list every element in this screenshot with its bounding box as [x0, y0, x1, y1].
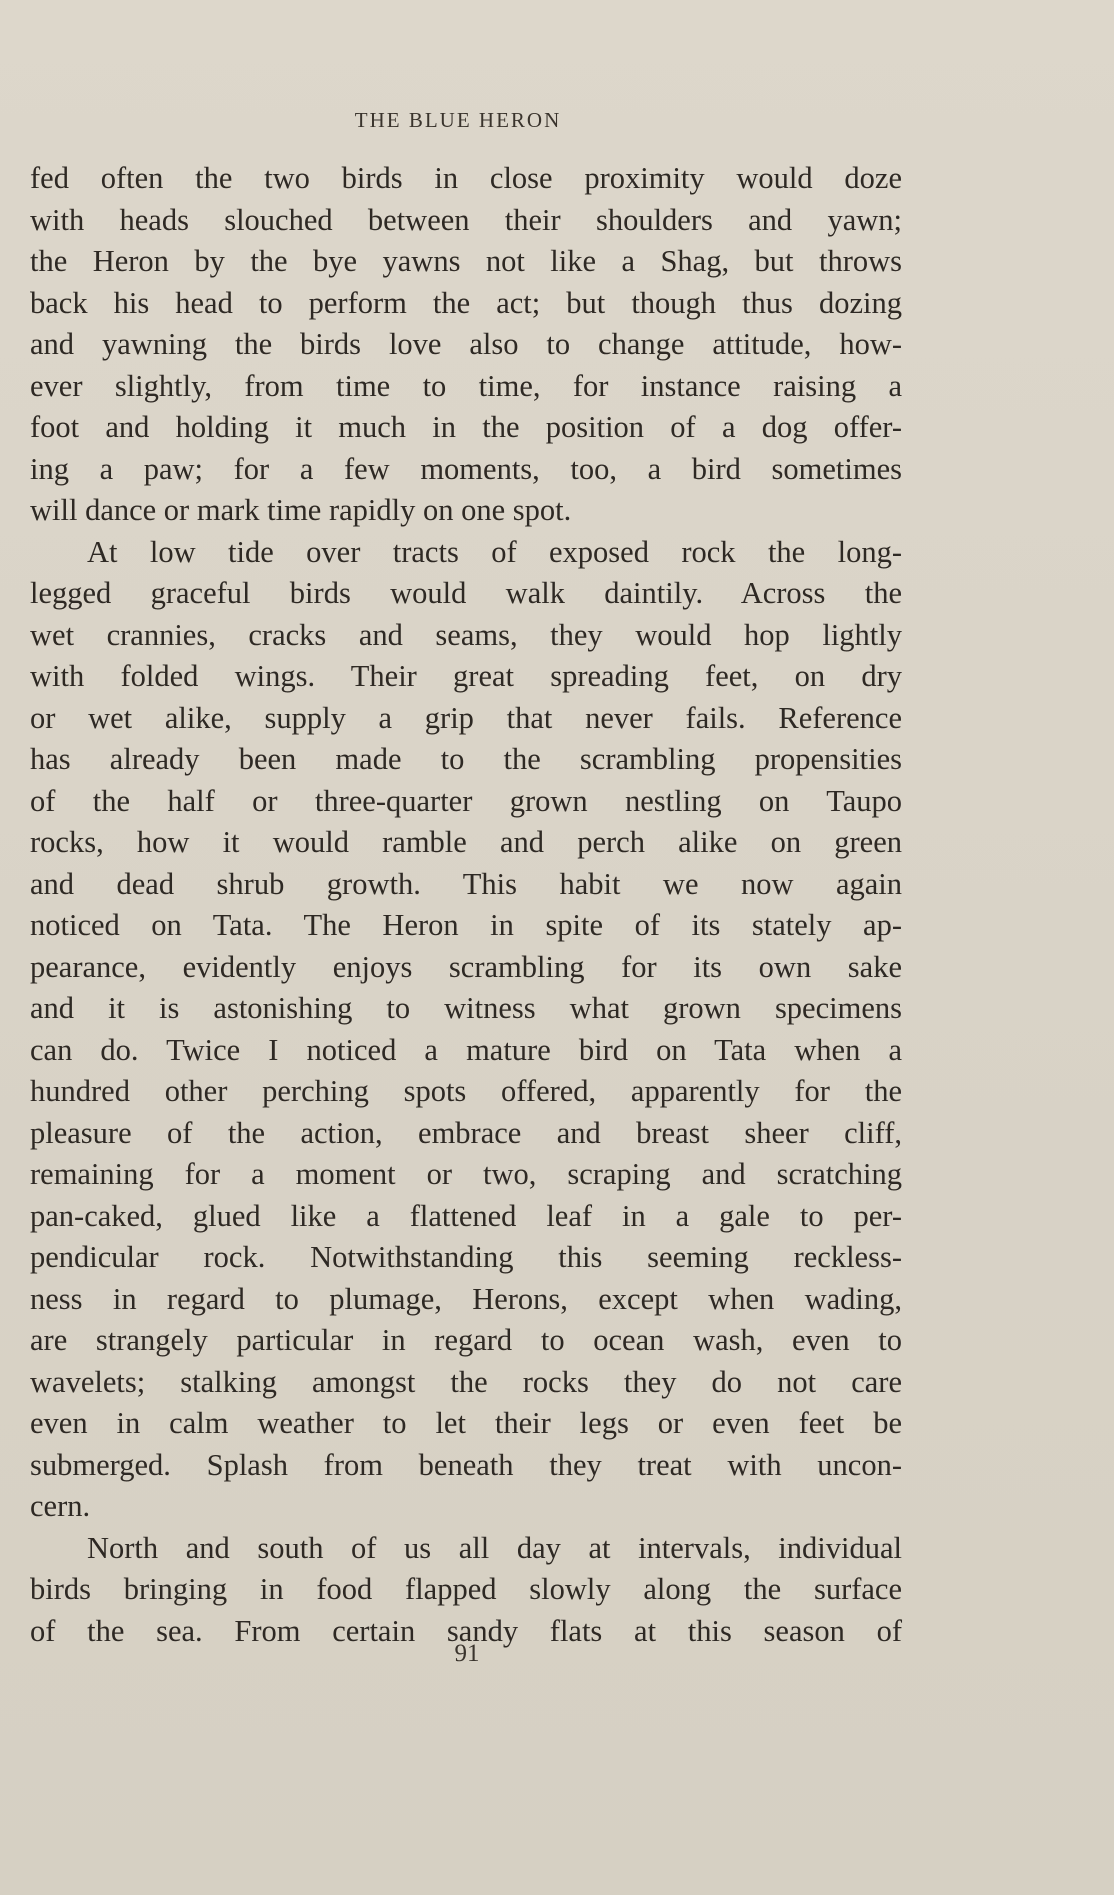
text-line: noticed on Tata. The Heron in spite of its stately ap- [30, 908, 902, 942]
text-line: back his head to perform the act; but though thus dozing [30, 285, 902, 320]
text-line: and dead shrub growth. This habit we now again [30, 866, 902, 901]
text-line: fed often the two birds in close proximity would doze [30, 161, 902, 195]
text-line: are strangely particular in regard to ocean wash, even to [30, 1323, 902, 1357]
text-line: and yawning the birds love also to change attitude, how- [30, 327, 902, 361]
body-text [30, 158, 902, 1652]
text-line: wavelets; stalking amongst the rocks they do not care [30, 1364, 902, 1399]
text-line: remaining for a moment or two, scraping and scratching [30, 1157, 902, 1191]
text-line: with folded wings. Their great spreading feet, on dry [30, 659, 902, 693]
text-line: At low tide over tracts of exposed rock the long- [87, 534, 902, 569]
text-line: of the half or three-quarter grown nestling on Taupo [30, 783, 902, 818]
text-line: pleasure of the action, embrace and breast sheer cliff, [30, 1115, 902, 1150]
text-line: legged graceful birds would walk daintily. Across the [30, 576, 902, 610]
text-line: will dance or mark time rapidly on one spot. [30, 493, 572, 527]
paragraph [30, 532, 902, 1528]
text-line: even in calm weather to let their legs or even feet be [30, 1406, 902, 1440]
text-line: the Heron by the bye yawns not like a Shag, but throws [30, 244, 902, 278]
text-line: or wet alike, supply a grip that never fails. Reference [30, 700, 902, 735]
text-line: has already been made to the scrambling propensities [30, 742, 902, 776]
text-line: pearance, evidently enjoys scrambling for its own sake [30, 949, 902, 984]
text-line: can do. Twice I noticed a mature bird on Tata when a [30, 1032, 902, 1067]
text-line: cern. [30, 1489, 91, 1523]
text-line: of the sea. From certain sandy flats at this season of [30, 1613, 902, 1648]
text-line: ever slightly, from time to time, for instance raising a [30, 368, 902, 403]
text-line: submerged. Splash from beneath they treat with uncon- [30, 1447, 902, 1482]
text-line: North and south of us all day at intervals, individual [87, 1530, 902, 1565]
text-line: ness in regard to plumage, Herons, except when wading, [30, 1281, 902, 1316]
text-line: pendicular rock. Notwithstanding this seeming reckless- [30, 1240, 902, 1274]
text-line: with heads slouched between their shoulders and yawn; [30, 202, 902, 237]
paragraph [30, 1528, 902, 1653]
text-line: pan-caked, glued like a flattened leaf in a gale to per- [30, 1198, 902, 1233]
text-line: birds bringing in food flapped slowly along the surface [30, 1572, 902, 1606]
text-line: rocks, how it would ramble and perch alike on green [30, 825, 902, 859]
text-line: ing a paw; for a few moments, too, a bird sometimes [30, 451, 902, 486]
running-head: THE BLUE HERON [354, 108, 562, 132]
page-number: 91 [454, 1640, 480, 1667]
paragraph [30, 158, 902, 532]
text-line: foot and holding it much in the position of a dog offer- [30, 410, 902, 444]
text-line: wet crannies, cracks and seams, they would hop lightly [30, 617, 902, 652]
text-line: hundred other perching spots offered, apparently for the [30, 1074, 902, 1108]
text-line: and it is astonishing to witness what grown specimens [30, 991, 902, 1025]
